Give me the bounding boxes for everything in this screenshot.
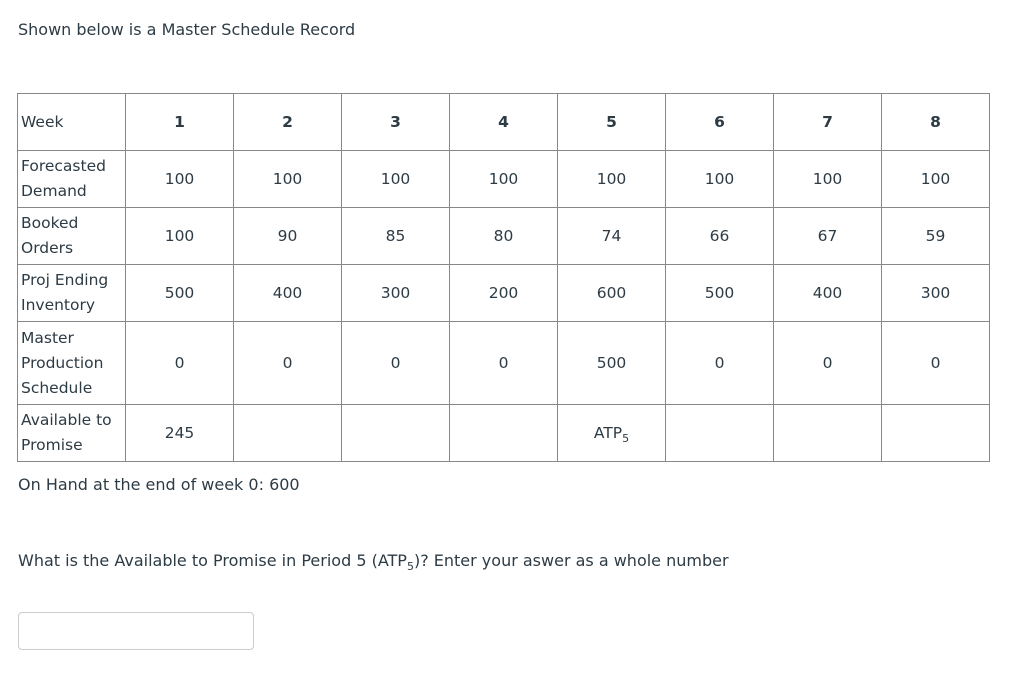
table-cell: 80 <box>450 208 558 265</box>
week-header-row <box>18 94 990 151</box>
table-cell: 500 <box>666 265 774 322</box>
intro-text: Shown below is a Master Schedule Record <box>18 20 356 39</box>
week-number: 2 <box>234 94 342 151</box>
table-cell: 100 <box>882 151 990 208</box>
table-cell-empty <box>234 405 342 462</box>
table-cell: 200 <box>450 265 558 322</box>
week-number: 6 <box>666 94 774 151</box>
row-label: Proj Ending Inventory <box>18 265 126 322</box>
row-label: Available to Promise <box>18 405 126 462</box>
table-cell: 100 <box>558 151 666 208</box>
table-cell: 100 <box>666 151 774 208</box>
table-cell: 90 <box>234 208 342 265</box>
question-subscript: 5 <box>406 560 414 573</box>
table-cell: 500 <box>126 265 234 322</box>
table-cell-empty <box>882 405 990 462</box>
table-cell: 300 <box>882 265 990 322</box>
table-cell-empty <box>774 405 882 462</box>
master-production-schedule-row <box>18 322 990 405</box>
week-number: 5 <box>558 94 666 151</box>
table-cell: 0 <box>882 322 990 405</box>
row-label: Master Production Schedule <box>18 322 126 405</box>
table-cell-empty <box>666 405 774 462</box>
table-cell: 0 <box>126 322 234 405</box>
table-cell: 0 <box>774 322 882 405</box>
table-cell: 100 <box>234 151 342 208</box>
answer-input[interactable] <box>18 612 254 650</box>
table-cell: 100 <box>126 208 234 265</box>
table-cell: 59 <box>882 208 990 265</box>
row-label: Forecasted Demand <box>18 151 126 208</box>
table-cell: 0 <box>666 322 774 405</box>
table-cell: 500 <box>558 322 666 405</box>
forecasted-demand-row <box>18 151 990 208</box>
table-cell: 100 <box>126 151 234 208</box>
proj-ending-inventory-row <box>18 265 990 322</box>
booked-orders-row <box>18 208 990 265</box>
atp-label: ATP <box>593 424 623 442</box>
table-cell: 74 <box>558 208 666 265</box>
table-cell: 66 <box>666 208 774 265</box>
question-part-before: What is the Available to Promise in Period 5 (ATP <box>18 551 407 570</box>
table-cell: 100 <box>774 151 882 208</box>
week-number: 7 <box>774 94 882 151</box>
week-number: 3 <box>342 94 450 151</box>
question-part-after: )? Enter your aswer as a whole number <box>413 551 729 570</box>
question-text <box>18 550 729 574</box>
atp5-cell <box>558 405 666 462</box>
table-cell: 85 <box>342 208 450 265</box>
table-cell: 100 <box>342 151 450 208</box>
table-cell: 0 <box>234 322 342 405</box>
week-number: 8 <box>882 94 990 151</box>
table-cell-empty <box>342 405 450 462</box>
table-cell: 600 <box>558 265 666 322</box>
table-cell: 400 <box>234 265 342 322</box>
table-cell: 0 <box>450 322 558 405</box>
table-cell: 0 <box>342 322 450 405</box>
available-to-promise-row <box>18 405 990 462</box>
week-number: 1 <box>126 94 234 151</box>
week-label: Week <box>18 94 126 151</box>
table-cell: 67 <box>774 208 882 265</box>
week-number: 4 <box>450 94 558 151</box>
table-cell: 400 <box>774 265 882 322</box>
table-cell: 100 <box>450 151 558 208</box>
table-cell-empty <box>450 405 558 462</box>
row-label: Booked Orders <box>18 208 126 265</box>
master-schedule-table <box>17 93 990 462</box>
table-cell: 300 <box>342 265 450 322</box>
table-cell: 245 <box>126 405 234 462</box>
atp-subscript: 5 <box>622 432 630 445</box>
on-hand-text: On Hand at the end of week 0: 600 <box>18 475 300 494</box>
